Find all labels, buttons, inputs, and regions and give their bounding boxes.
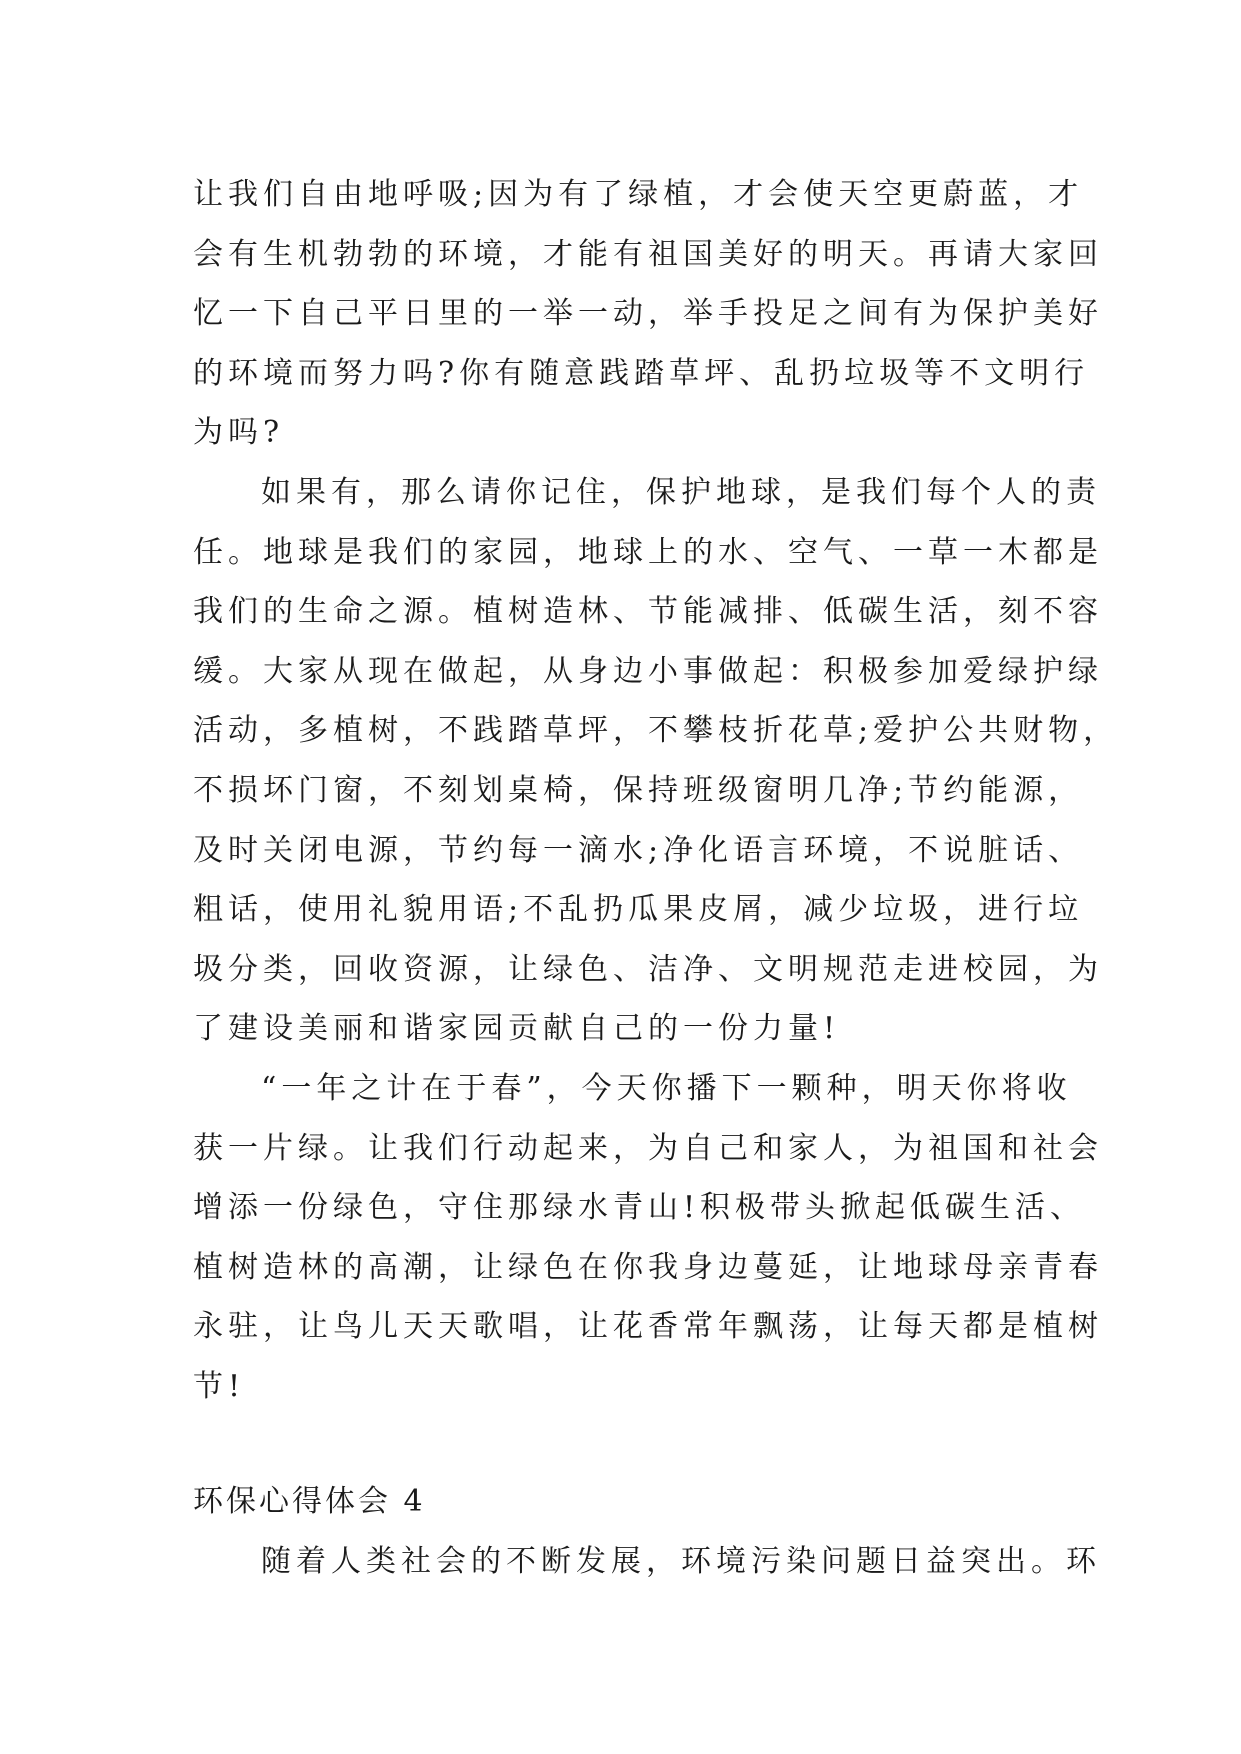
text-line: 忆一下自己平日里的一举一动，举手投足之间有为保护美好 — [193, 296, 1103, 332]
text-line: 及时关闭电源，节约每一滴水;净化语言环境，不说脏话、 — [193, 832, 1084, 868]
text-line: 了建设美丽和谐家园贡献自己的一份力量! — [193, 1011, 841, 1047]
text-line: 缓。大家从现在做起，从身边小事做起：积极参加爱绿护绿 — [193, 653, 1103, 689]
paragraph-1 — [193, 165, 1103, 463]
text-line: “一年之计在于春”，今天你播下一颗种，明天你将收 — [261, 1070, 1072, 1106]
paragraph-3 — [193, 1059, 1103, 1417]
text-line: 永驻，让鸟儿天天歌唱，让花香常年飘荡，让每天都是植树 — [193, 1309, 1103, 1345]
paragraph-4 — [193, 1532, 1101, 1592]
text-line: 获一片绿。让我们行动起来，为自己和家人，为祖国和社会 — [193, 1130, 1103, 1166]
text-line: 如果有，那么请你记住，保护地球，是我们每个人的责 — [261, 474, 1101, 510]
text-line: 让我们自由地呼吸;因为有了绿植，才会使天空更蔚蓝，才 — [193, 177, 1084, 212]
document-body — [193, 165, 1119, 1592]
text-line: 为吗? — [193, 415, 285, 451]
text-line: 的环境而努力吗?你有随意践踏草坪、乱扔垃圾等不文明行 — [193, 355, 1090, 391]
text-line: 活动，多植树，不践踏草坪，不攀枝折花草;爱护公共财物， — [193, 713, 1119, 749]
section-heading: 环保心得体会 4 — [193, 1484, 426, 1520]
text-line: 节! — [193, 1368, 246, 1404]
text-line: 植树造林的高潮，让绿色在你我身边蔓延，让地球母亲青春 — [193, 1249, 1103, 1285]
text-line: 粗话，使用礼貌用语;不乱扔瓜果皮屑，减少垃圾，进行垃 — [193, 892, 1084, 928]
paragraph-2 — [193, 463, 1119, 1059]
text-line: 我们的生命之源。植树造林、节能减排、低碳生活，刻不容 — [193, 594, 1103, 630]
text-line: 随着人类社会的不断发展，环境污染问题日益突出。环 — [261, 1544, 1101, 1580]
text-line: 会有生机勃勃的环境，才能有祖国美好的明天。再请大家回 — [193, 236, 1103, 272]
text-line: 不损坏门窗，不刻划桌椅，保持班级窗明几净;节约能源， — [193, 772, 1084, 808]
text-line: 任。地球是我们的家园，地球上的水、空气、一草一木都是 — [193, 534, 1103, 570]
text-line: 圾分类，回收资源，让绿色、洁净、文明规范走进校园，为 — [193, 951, 1103, 987]
text-line: 增添一份绿色，守住那绿水青山!积极带头掀起低碳生活、 — [193, 1190, 1086, 1226]
